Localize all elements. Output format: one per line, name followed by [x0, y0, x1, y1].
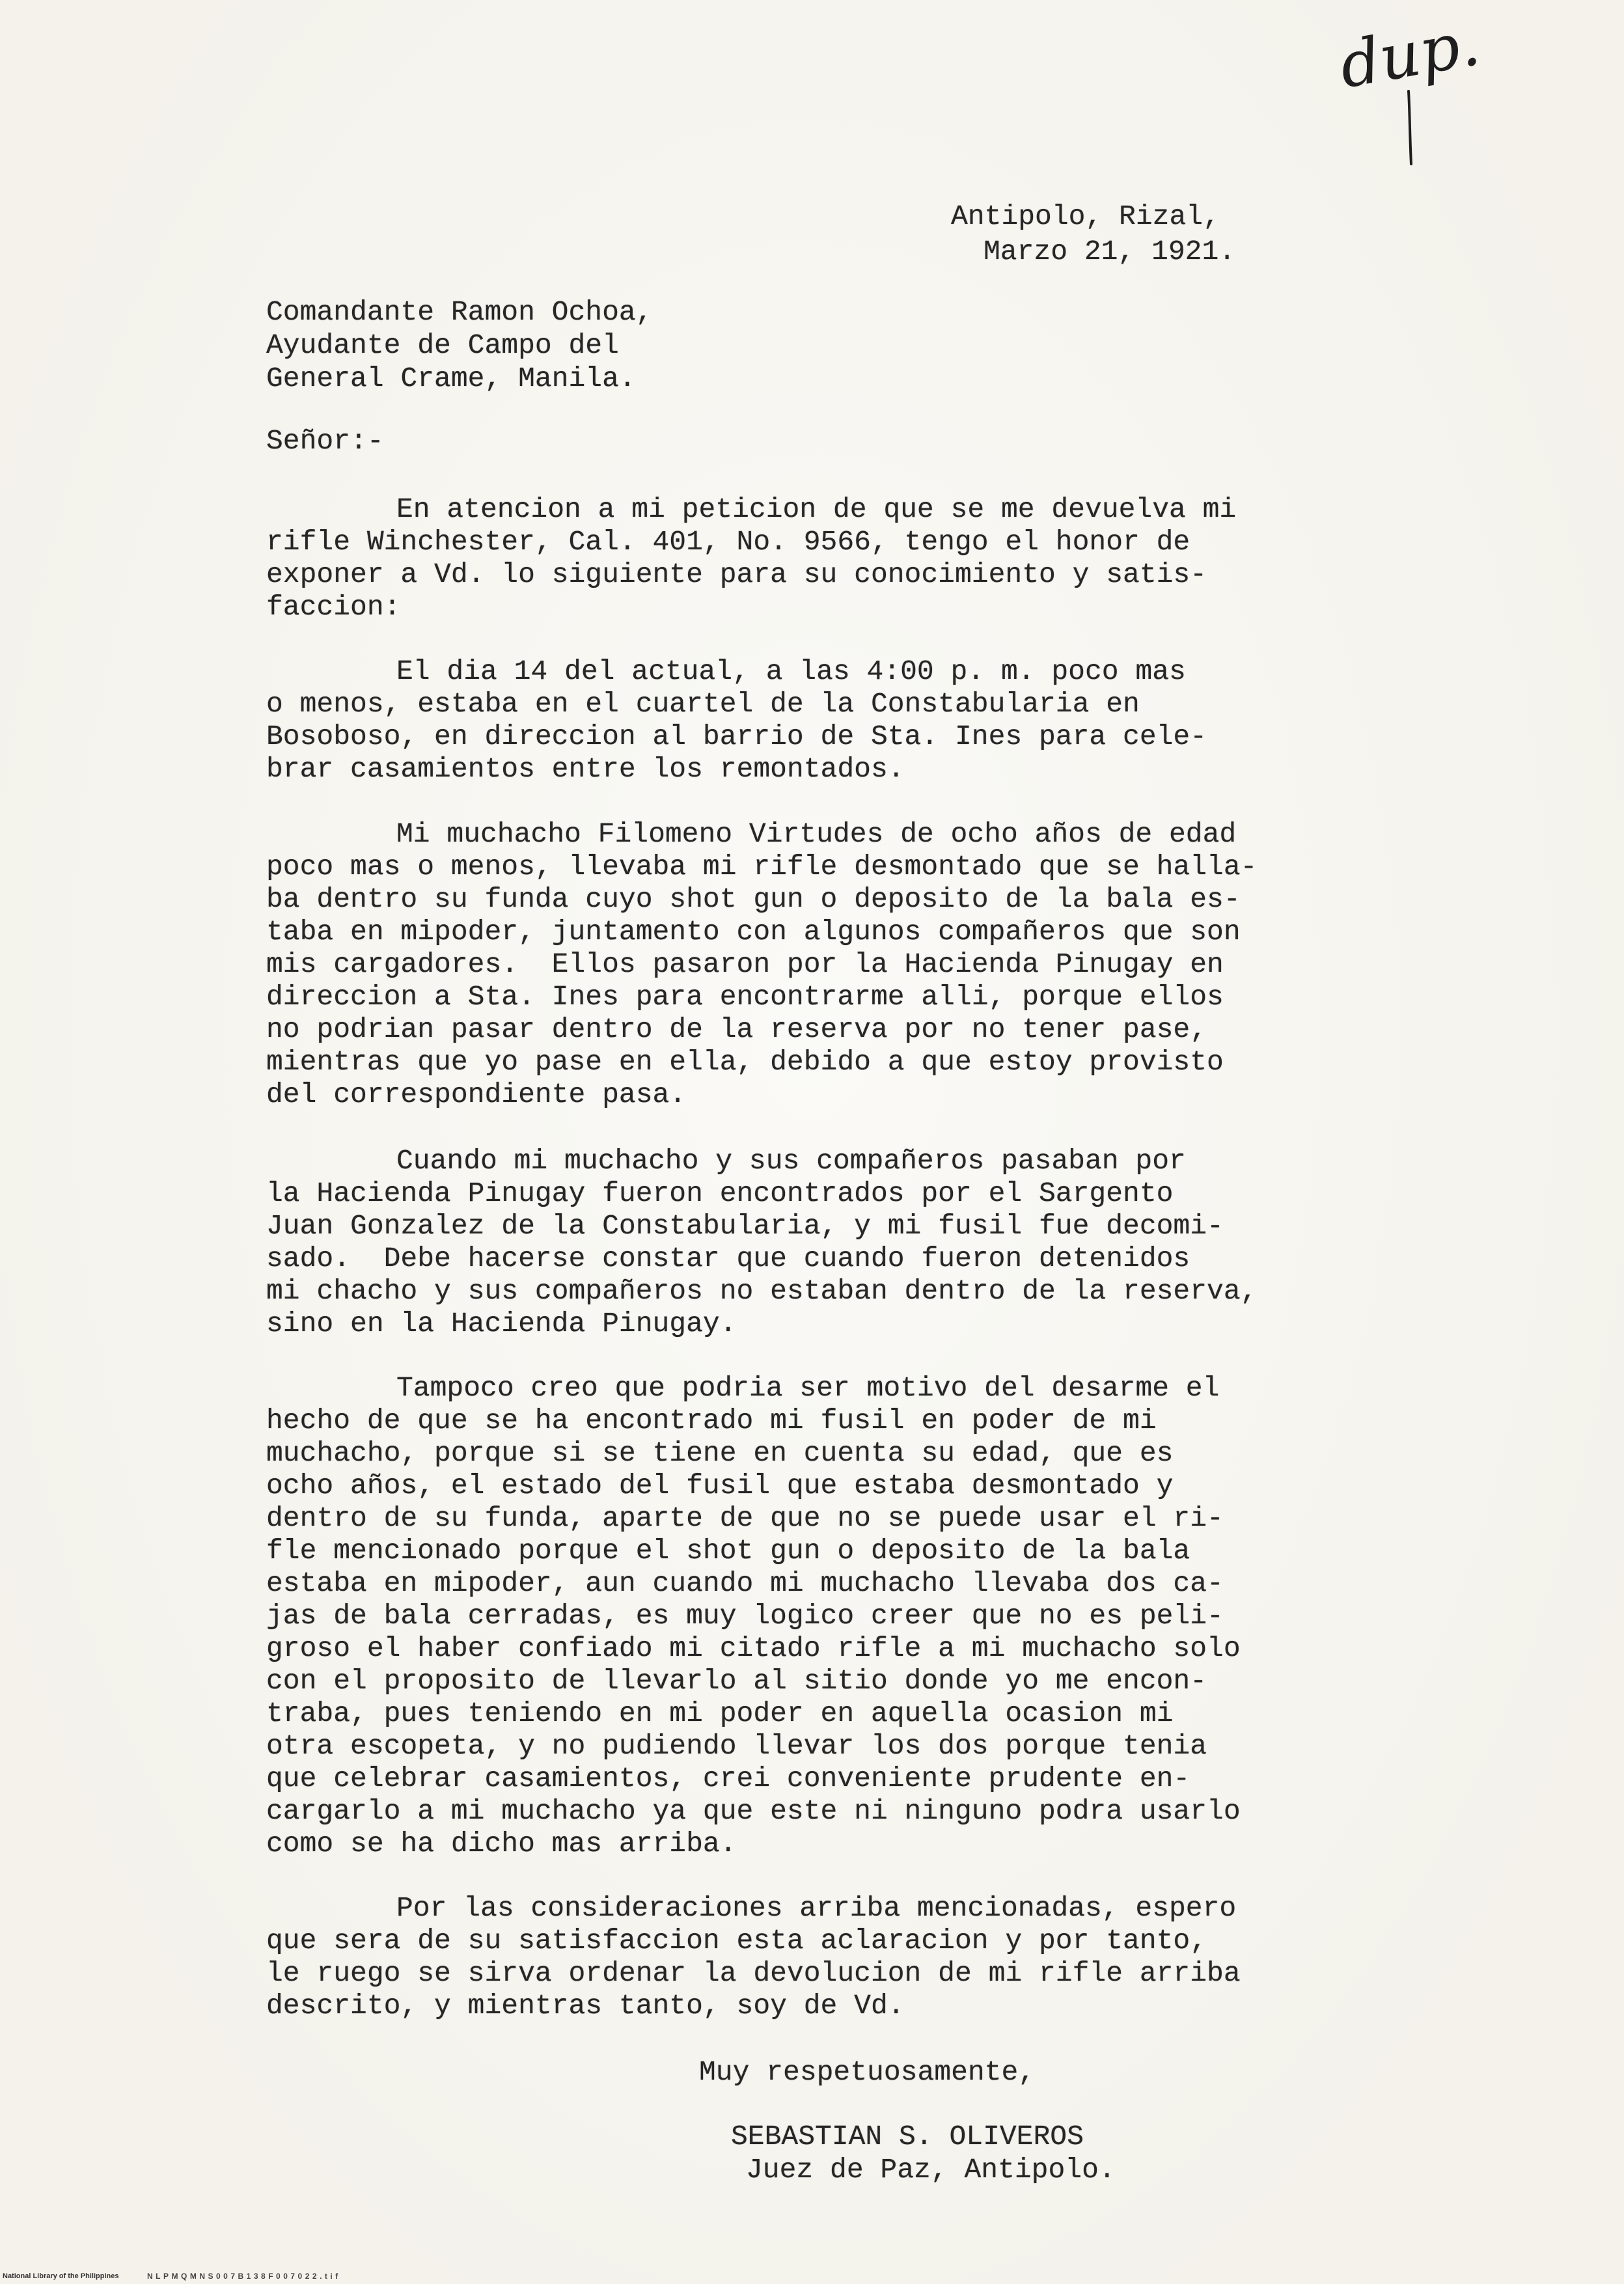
paragraph-line: hecho de que se ha encontrado mi fusil en poder de mi	[266, 1405, 1157, 1437]
paragraph-line: traba, pues teniendo en mi poder en aquella ocasion mi	[266, 1698, 1174, 1729]
paragraph-line: la Hacienda Pinugay fueron encontrados por el Sargento	[266, 1177, 1174, 1209]
paragraph-2	[266, 655, 1207, 786]
closing	[699, 2056, 1035, 2089]
paragraph-line: mientras que yo pase en ella, debido a que estoy provisto	[266, 1046, 1224, 1078]
paragraph-line: ocho años, el estado del fusil que estaba desmontado y	[266, 1470, 1174, 1502]
paragraph-line: sado. Debe hacerse constar que cuando fueron detenidos	[266, 1243, 1190, 1274]
paragraph-line: estaba en mipoder, aun cuando mi muchacho llevaba dos ca-	[266, 1567, 1224, 1599]
paragraph-line: Tampoco creo que podria ser motivo del desarme el	[396, 1372, 1220, 1404]
signature-name-line: SEBASTIAN S. OLIVEROS	[731, 2121, 1084, 2153]
paragraph-line: descrito, y mientras tanto, soy de Vd.	[266, 1990, 905, 2022]
paragraph-1	[266, 493, 1236, 624]
paragraph-line: taba en mipoder, juntamento con algunos compañeros que son	[266, 916, 1241, 948]
paragraph-line: que celebrar casamientos, crei conveniente prudente en-	[266, 1763, 1190, 1795]
paragraph-6	[266, 1892, 1241, 2022]
paragraph-line: muchacho, porque si se tiene en cuenta su edad, que es	[266, 1437, 1174, 1469]
paragraph-line: En atencion a mi peticion de que se me devuelva mi	[396, 493, 1237, 525]
paragraph-line: del correspondiente pasa.	[266, 1079, 687, 1110]
paragraph-line: rifle Winchester, Cal. 401, No. 9566, tengo el honor de	[266, 526, 1190, 558]
recipient-address	[266, 296, 653, 395]
footer-institution: National Library of the Philippines	[3, 2272, 119, 2280]
place-line: Antipolo, Rizal,	[951, 200, 1220, 232]
paragraph-line: con el proposito de llevarlo al sitio donde yo me encon-	[266, 1665, 1207, 1697]
closing-line: Muy respetuosamente,	[699, 2056, 1036, 2088]
salutation	[266, 425, 384, 458]
paragraph-line: direccion a Sta. Ines para encontrarme alli, porque ellos	[266, 981, 1224, 1013]
signature-title-line: Juez de Paz, Antipolo.	[746, 2154, 1116, 2186]
paragraph-line: jas de bala cerradas, es muy logico creer que no es peli-	[266, 1600, 1224, 1632]
paragraph-line: Por las consideraciones arriba mencionadas, espero	[396, 1892, 1237, 1924]
paragraph-line: mis cargadores. Ellos pasaron por la Hacienda Pinugay en	[266, 948, 1224, 980]
dateline	[951, 199, 1235, 269]
paragraph-line: exponer a Vd. lo siguiente para su conocimiento y satis-	[266, 558, 1207, 590]
paragraph-5	[266, 1372, 1241, 1860]
paragraph-line: Bosoboso, en direccion al barrio de Sta. Ines para cele-	[266, 721, 1207, 752]
paragraph-line: ba dentro su funda cuyo shot gun o deposito de la bala es-	[266, 883, 1241, 915]
footer-file-name: NLPMQMNS007B138F007022.tif	[147, 2272, 341, 2281]
paragraph-line: faccion:	[266, 591, 401, 623]
paragraph-line: brar casamientos entre los remontados.	[266, 753, 905, 785]
paragraph-line: le ruego se sirva ordenar la devolucion de mi rifle arriba	[266, 1957, 1241, 1989]
paragraph-line: groso el haber confiado mi citado rifle a mi muchacho solo	[266, 1632, 1241, 1664]
address-line: General Crame, Manila.	[266, 363, 636, 394]
paragraph-line: o menos, estaba en el cuartel de la Constabularia en	[266, 688, 1140, 720]
paragraph-line: cargarlo a mi muchacho ya que este ni ninguno podra usarlo	[266, 1795, 1241, 1827]
paragraph-line: Cuando mi muchacho y sus compañeros pasaban por	[396, 1145, 1186, 1177]
paragraph-4	[266, 1145, 1257, 1340]
paragraph-line: que sera de su satisfaccion esta aclaracion y por tanto,	[266, 1925, 1207, 1957]
signature-name	[731, 2121, 1084, 2153]
paragraph-line: El dia 14 del actual, a las 4:00 p. m. poco mas	[396, 655, 1186, 687]
paragraph-line: Mi muchacho Filomeno Virtudes de ocho años de edad	[396, 818, 1237, 850]
salutation-line: Señor:-	[266, 425, 384, 457]
paragraph-3	[266, 818, 1257, 1111]
paragraph-line: fle mencionado porque el shot gun o deposito de la bala	[266, 1535, 1190, 1567]
paragraph-line: sino en la Hacienda Pinugay.	[266, 1308, 737, 1340]
date-line: Marzo 21, 1921.	[984, 236, 1236, 268]
paragraph-line: como se ha dicho mas arriba.	[266, 1828, 737, 1860]
signature-title	[746, 2154, 1116, 2186]
handwritten-note: dup.	[1334, 6, 1485, 103]
paragraph-line: otra escopeta, y no pudiendo llevar los dos porque tenia	[266, 1730, 1207, 1762]
paragraph-line: mi chacho y sus compañeros no estaban dentro de la reserva,	[266, 1275, 1258, 1307]
paragraph-line: poco mas o menos, llevaba mi rifle desmontado que se halla-	[266, 851, 1258, 883]
handwriting-stroke	[1393, 78, 1432, 169]
paragraph-line: no podrian pasar dentro de la reserva por no tener pase,	[266, 1013, 1207, 1045]
paragraph-line: Juan Gonzalez de la Constabularia, y mi fusil fue decomi-	[266, 1210, 1224, 1242]
address-line: Comandante Ramon Ochoa,	[266, 296, 653, 328]
paragraph-line: dentro de su funda, aparte de que no se puede usar el ri-	[266, 1502, 1224, 1534]
address-line: Ayudante de Campo del	[266, 329, 619, 361]
